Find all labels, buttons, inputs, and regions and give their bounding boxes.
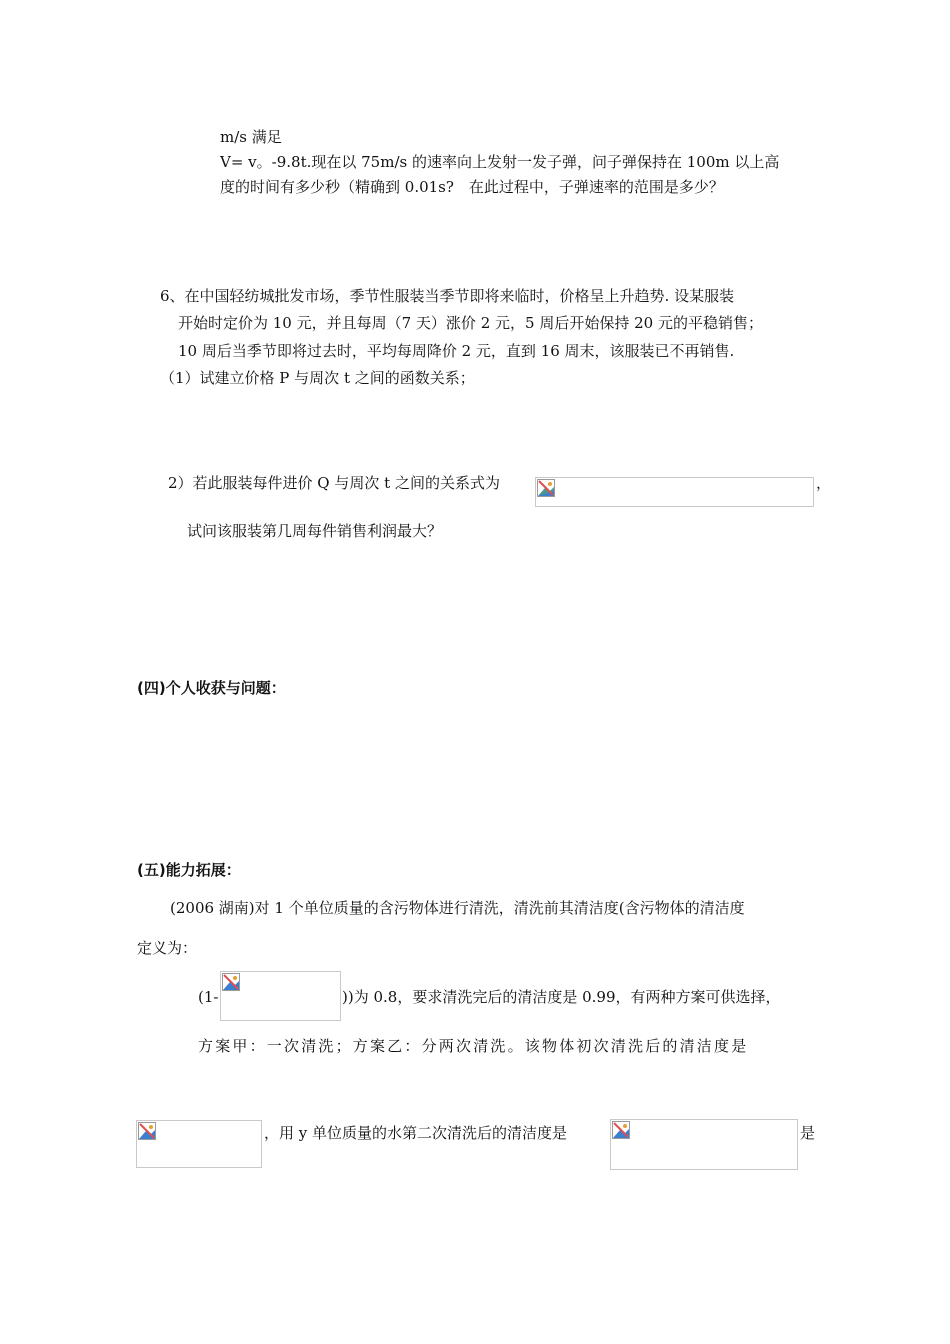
p6-line1: 6、在中国轻纺城批发市场，季节性服装当季节即将来临时，价格呈上升趋势. 设某服装 — [160, 287, 735, 305]
s5-para5-mid: ，用 y 单位质量的水第二次清洗后的清洁度是 — [264, 1124, 568, 1142]
p6-question-2-line2: 试问该服装第几周每件销售利润最大？ — [187, 522, 443, 540]
broken-image-icon — [612, 1121, 630, 1139]
p5-line2: V= v。-9.8t.现在以 75m/s 的速率向上发射一发子弹，问子弹保持在 100m 以上高 — [220, 153, 780, 171]
s5-para4: 方案甲：一次清洗；方案乙：分两次清洗。该物体初次清洗后的清洁度是 — [198, 1037, 749, 1055]
formula-image-first-wash — [136, 1120, 262, 1168]
s5-para2: 定义为： — [137, 939, 198, 957]
s5-para5-end: 是 — [800, 1124, 816, 1142]
p5-line1: m/s 满足 — [220, 128, 282, 146]
formula-image-cleanliness — [220, 971, 341, 1021]
p6-question-2: 2）若此服装每件进价 Q 与周次 t 之间的关系式为 — [168, 474, 500, 492]
s5-para3-end: ))为 0.8，要求清洗完后的清洁度是 0.99，有两种方案可供选择， — [342, 988, 781, 1006]
broken-image-icon — [222, 973, 240, 991]
formula-image-second-wash — [610, 1119, 798, 1170]
broken-image-icon — [537, 479, 555, 497]
p6-line3: 10 周后当季节即将过去时，平均每周降价 2 元，直到 16 周末，该服装已不再销售. — [178, 342, 735, 360]
p6-line2: 开始时定价为 10 元，并且每周（7 天）涨价 2 元，5 周后开始保持 20 元的平稳销售； — [178, 314, 763, 332]
s5-para1: (2006 湖南)对 1 个单位质量的含污物体进行清洗，清洗前其清洁度(含污物体的清洁度 — [170, 899, 745, 917]
p6-q2-end: ， — [816, 474, 832, 492]
p6-question-1: （1）试建立价格 P 与周次 t 之间的函数关系； — [160, 369, 475, 387]
formula-image-q — [535, 477, 814, 507]
s5-para3-start: (1- — [198, 988, 219, 1006]
section-5-title: (五)能力拓展： — [137, 861, 241, 879]
section-4-title: (四)个人收获与问题： — [137, 679, 286, 697]
broken-image-icon — [138, 1122, 156, 1140]
p5-line3: 度的时间有多少秒（精确到 0.01s? 在此过程中，子弹速率的范围是多少？ — [220, 178, 724, 196]
